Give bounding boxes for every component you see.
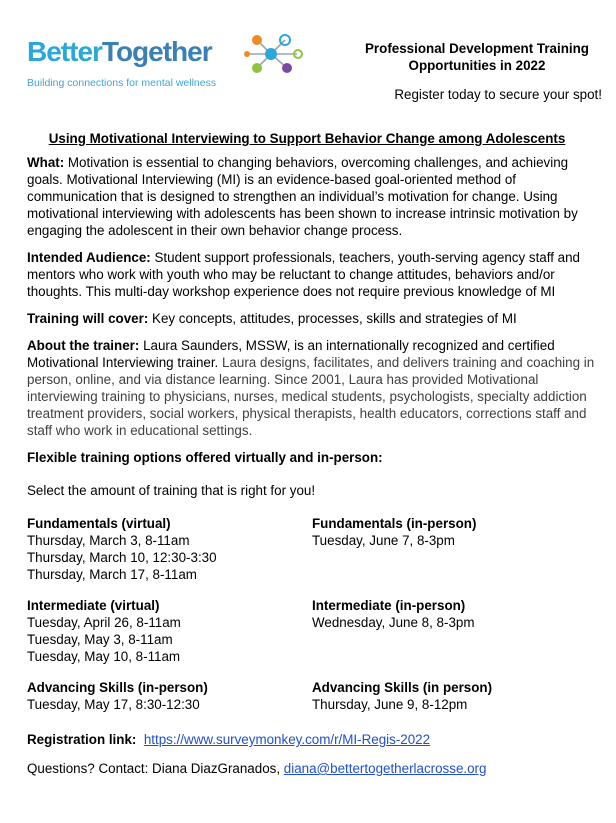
network-icon bbox=[235, 30, 307, 78]
block-date: Tuesday, June 7, 8-3pm bbox=[312, 533, 455, 548]
document-body bbox=[27, 131, 597, 787]
registration-line: Registration link: https://www.surveymonkey.com/r/MI-Regis-2022 bbox=[27, 732, 431, 747]
block-title: Fundamentals (virtual) bbox=[27, 516, 171, 531]
block-title: Fundamentals (in-person) bbox=[312, 516, 477, 531]
logo-wordmark: BetterTogether bbox=[27, 36, 212, 67]
block-date: Tuesday, May 3, 8-11am bbox=[27, 632, 173, 647]
block-date: Thursday, March 3, 8-11am bbox=[27, 533, 190, 548]
schedule-block bbox=[312, 597, 597, 631]
block-title: Intermediate (in-person) bbox=[312, 598, 466, 613]
block-title: Intermediate (virtual) bbox=[27, 598, 160, 613]
audience-paragraph: Intended Audience: Student support professionals, teachers, youth-serving agency staff and mentors who work with youth who may be reluctant to change attitudes, behaviors and/or thoughts. This multi-day workshop experience does not require previous knowledge of MI bbox=[27, 250, 581, 299]
contact-email-link[interactable]: diana@bettertogetherlacrosse.org bbox=[283, 761, 487, 776]
options-heading: Flexible training options offered virtually and in-person: bbox=[27, 450, 383, 465]
block-date: Tuesday, May 17, 8:30-12:30 bbox=[27, 697, 200, 712]
what-paragraph: What: Motivation is essential to changing behaviors, overcoming challenges, and achieving goals. Motivational Interviewing (MI) is an evidence-based goal-oriented method of communication that is designed to strengthen an individual’s motivation for change. Using motivational interviewing with adolescents has been shown to increase intrinsic motivation by engaging the adolescent in their own behavior change process. bbox=[27, 155, 578, 238]
block-date: Tuesday, May 10, 8-11am bbox=[27, 649, 181, 664]
trainer-paragraph: About the trainer: Laura Saunders, MSSW, is an internationally recognized and certified Motivational Interviewing trainer. Laura designs, facilitates, and delivers training and coaching in person, online, and via distance learning. Since 2001, Laura has provided Motivational interviewing training to physicians, nurses, medical students, psychologists, specialty addiction treatment providers, social workers, physical therapists, health educators, corrections staff and staff who work in educational settings. bbox=[27, 338, 595, 438]
cover-paragraph: Training will cover: Key concepts, attitudes, processes, skills and strategies of MI bbox=[27, 311, 517, 326]
registration-link[interactable]: https://www.surveymonkey.com/r/MI-Regis-2022 bbox=[143, 732, 431, 747]
schedule-block bbox=[312, 515, 597, 549]
schedule-block bbox=[27, 597, 312, 665]
block-date: Wednesday, June 8, 8-3pm bbox=[312, 615, 475, 630]
block-date: Thursday, March 17, 8-11am bbox=[27, 567, 197, 582]
header-subtitle: Register today to secure your spot! bbox=[394, 87, 602, 102]
logo bbox=[27, 30, 307, 92]
schedule-block bbox=[27, 679, 312, 713]
document-title: Using Motivational Interviewing to Support Behavior Change among Adolescents bbox=[48, 131, 566, 146]
block-title: Advancing Skills (in person) bbox=[312, 680, 493, 695]
questions-line: Questions? Contact: Diana DiazGranados, diana@bettertogetherlacrosse.org bbox=[27, 761, 487, 776]
schedule-left-column bbox=[27, 515, 312, 727]
block-title: Advancing Skills (in-person) bbox=[27, 680, 208, 695]
schedule-block bbox=[27, 515, 312, 583]
schedule-block bbox=[312, 679, 597, 713]
select-text: Select the amount of training that is right for you! bbox=[27, 483, 316, 498]
logo-tagline: Building connections for mental wellness bbox=[27, 77, 217, 89]
schedule bbox=[27, 515, 597, 727]
header bbox=[342, 40, 602, 102]
header-title: Professional Development Training Opportunities in 2022 bbox=[365, 41, 589, 73]
block-date: Thursday, June 9, 8-12pm bbox=[312, 697, 468, 712]
block-date: Thursday, March 10, 12:30-3:30 bbox=[27, 550, 217, 565]
block-date: Tuesday, April 26, 8-11am bbox=[27, 615, 181, 630]
schedule-right-column bbox=[312, 515, 597, 727]
